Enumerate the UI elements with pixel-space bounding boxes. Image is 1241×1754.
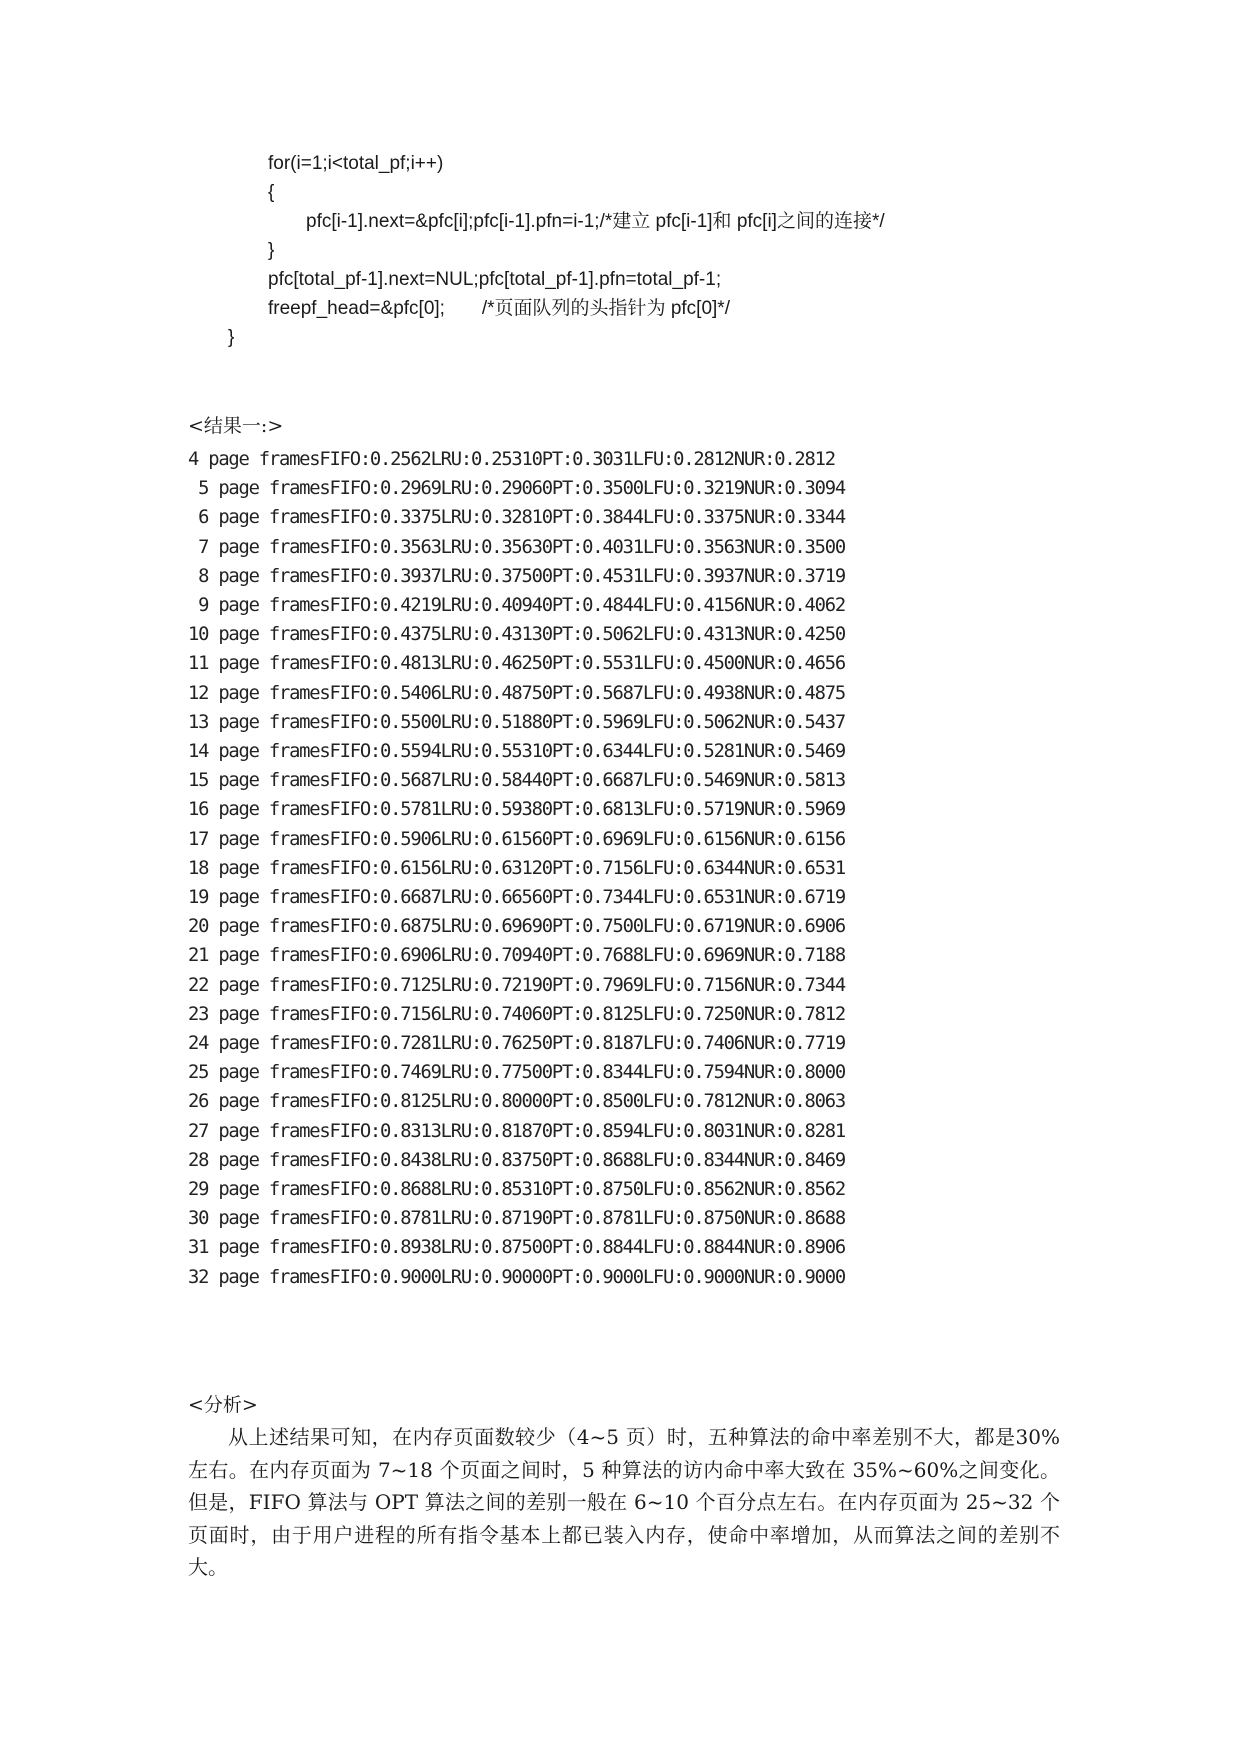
result-row: 5 page framesFIFO:0.2969LRU:0.29060PT:0.3500LFU:0.3219NUR:0.3094	[188, 478, 845, 499]
analysis-paragraph: 从上述结果可知，在内存页面数较少（4~5 页）时，五种算法的命中率差别不大，都是30%左右。在内存页面为 7~18 个页面之间时，5 种算法的访内命中率大致在 35%~60%之间变化。但是，FIFO 算法与 OPT 算法之间的差别一般在 6~10 个百分点左右。在内存页面为 25~32 个页面时，由于用户进程的所有指令基本上都已装入内存，使命中率增加，从而算法之间的差别不大。	[188, 1425, 1060, 1579]
result-row: 8 page framesFIFO:0.3937LRU:0.37500PT:0.4531LFU:0.3937NUR:0.3719	[188, 566, 845, 587]
code-line: pfc[total_pf-1].next=NUL;pfc[total_pf-1].pfn=total_pf-1;	[268, 269, 722, 290]
result-row: 17 page framesFIFO:0.5906LRU:0.61560PT:0.6969LFU:0.6156NUR:0.6156	[188, 829, 845, 850]
analysis-heading: <分析>	[188, 1394, 258, 1416]
code-line: {	[268, 182, 275, 203]
result-row: 12 page framesFIFO:0.5406LRU:0.48750PT:0.5687LFU:0.4938NUR:0.4875	[188, 683, 845, 704]
result-row: 22 page framesFIFO:0.7125LRU:0.72190PT:0.7969LFU:0.7156NUR:0.7344	[188, 975, 845, 996]
result-row: 13 page framesFIFO:0.5500LRU:0.51880PT:0.5969LFU:0.5062NUR:0.5437	[188, 712, 845, 733]
result-row: 25 page framesFIFO:0.7469LRU:0.77500PT:0.8344LFU:0.7594NUR:0.8000	[188, 1062, 845, 1083]
code-line: }	[268, 240, 275, 261]
result-row: 15 page framesFIFO:0.5687LRU:0.58440PT:0.6687LFU:0.5469NUR:0.5813	[188, 770, 845, 791]
code-line: }	[228, 327, 235, 348]
result-row: 4 page framesFIFO:0.2562LRU:0.25310PT:0.3031LFU:0.2812NUR:0.2812	[188, 449, 835, 470]
result-row: 10 page framesFIFO:0.4375LRU:0.43130PT:0.5062LFU:0.4313NUR:0.4250	[188, 624, 845, 645]
result-row: 23 page framesFIFO:0.7156LRU:0.74060PT:0.8125LFU:0.7250NUR:0.7812	[188, 1004, 845, 1025]
result-row: 19 page framesFIFO:0.6687LRU:0.66560PT:0.7344LFU:0.6531NUR:0.6719	[188, 887, 845, 908]
result-row: 28 page framesFIFO:0.8438LRU:0.83750PT:0.8688LFU:0.8344NUR:0.8469	[188, 1150, 845, 1171]
result-row: 27 page framesFIFO:0.8313LRU:0.81870PT:0.8594LFU:0.8031NUR:0.8281	[188, 1121, 845, 1142]
code-line: for(i=1;i<total_pf;i++)	[268, 153, 444, 174]
result-row: 29 page framesFIFO:0.8688LRU:0.85310PT:0.8750LFU:0.8562NUR:0.8562	[188, 1179, 845, 1200]
result-row: 31 page framesFIFO:0.8938LRU:0.87500PT:0.8844LFU:0.8844NUR:0.8906	[188, 1237, 845, 1258]
result-row: 9 page framesFIFO:0.4219LRU:0.40940PT:0.4844LFU:0.4156NUR:0.4062	[188, 595, 845, 616]
results-heading: <结果一:>	[188, 415, 284, 437]
code-line: pfc[i-1].next=&pfc[i];pfc[i-1].pfn=i-1;/*建立 pfc[i-1]和 pfc[i]之间的连接*/	[306, 211, 885, 232]
result-row: 24 page framesFIFO:0.7281LRU:0.76250PT:0.8187LFU:0.7406NUR:0.7719	[188, 1033, 845, 1054]
code-line: freepf_head=&pfc[0]; /*页面队列的头指针为 pfc[0]*/	[268, 298, 730, 319]
result-row: 11 page framesFIFO:0.4813LRU:0.46250PT:0.5531LFU:0.4500NUR:0.4656	[188, 653, 845, 674]
result-row: 14 page framesFIFO:0.5594LRU:0.55310PT:0.6344LFU:0.5281NUR:0.5469	[188, 741, 845, 762]
result-row: 18 page framesFIFO:0.6156LRU:0.63120PT:0.7156LFU:0.6344NUR:0.6531	[188, 858, 845, 879]
result-row: 26 page framesFIFO:0.8125LRU:0.80000PT:0.8500LFU:0.7812NUR:0.8063	[188, 1091, 845, 1112]
result-row: 6 page framesFIFO:0.3375LRU:0.32810PT:0.3844LFU:0.3375NUR:0.3344	[188, 507, 845, 528]
result-row: 7 page framesFIFO:0.3563LRU:0.35630PT:0.4031LFU:0.3563NUR:0.3500	[188, 537, 845, 558]
result-row: 32 page framesFIFO:0.9000LRU:0.90000PT:0.9000LFU:0.9000NUR:0.9000	[188, 1267, 845, 1288]
result-row: 16 page framesFIFO:0.5781LRU:0.59380PT:0.6813LFU:0.5719NUR:0.5969	[188, 799, 845, 820]
result-row: 20 page framesFIFO:0.6875LRU:0.69690PT:0.7500LFU:0.6719NUR:0.6906	[188, 916, 845, 937]
result-row: 21 page framesFIFO:0.6906LRU:0.70940PT:0.7688LFU:0.6969NUR:0.7188	[188, 945, 845, 966]
result-row: 30 page framesFIFO:0.8781LRU:0.87190PT:0.8781LFU:0.8750NUR:0.8688	[188, 1208, 845, 1229]
